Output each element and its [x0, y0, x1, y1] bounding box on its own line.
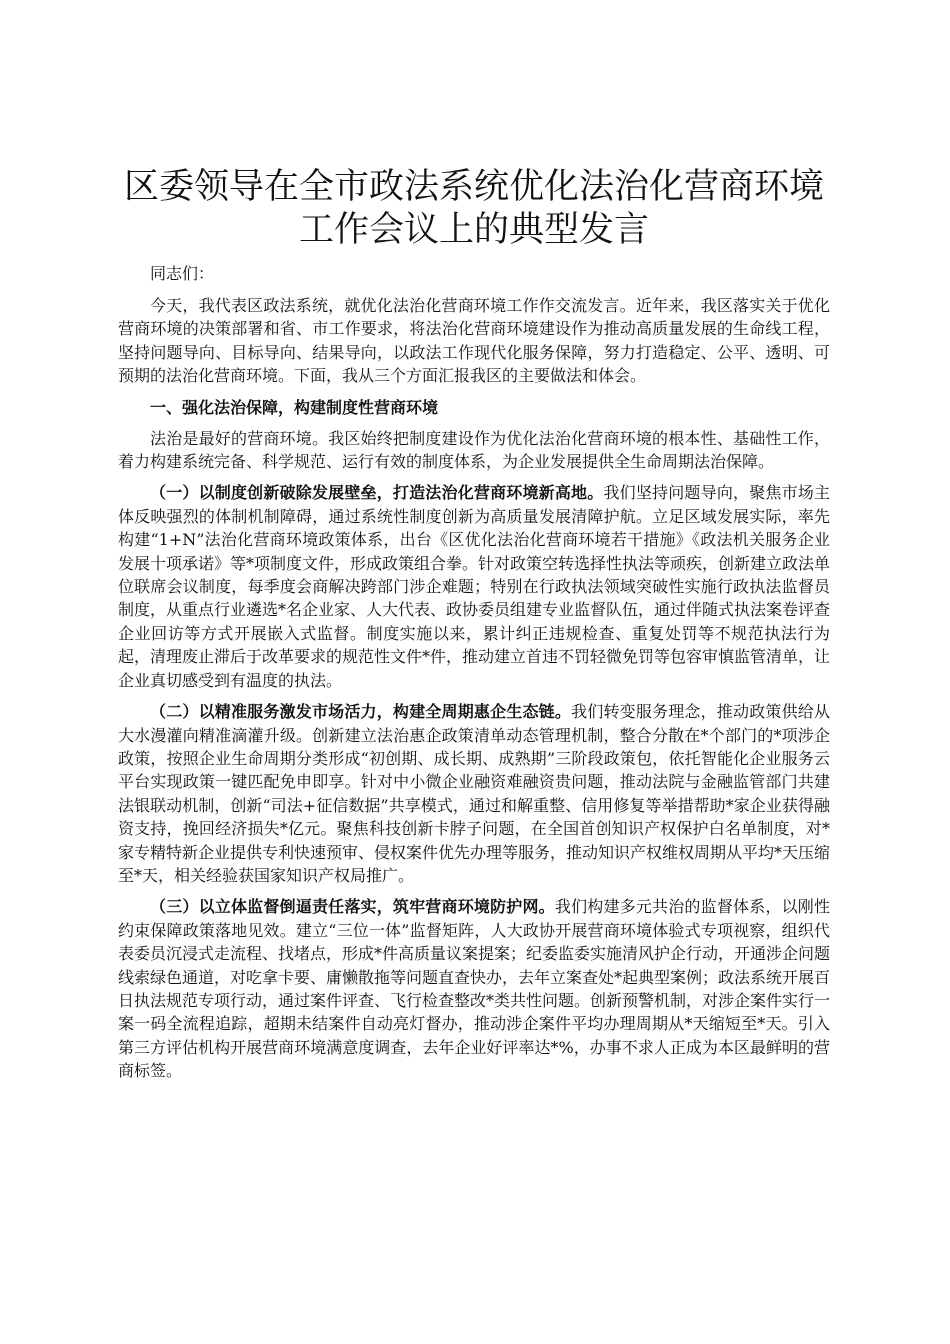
item-2-paragraph: [118, 700, 830, 887]
item-1-lead: （一）以制度创新破除发展壁垒，打造法治化营商环境新高地。: [150, 483, 604, 503]
item-3-lead: （三）以立体监督倒逼责任落实，筑牢营商环境防护网。: [150, 897, 555, 917]
item-1-text: 我们坚持问题导向，聚焦市场主体反映强烈的体制机制障碍，通过系统性制度创新为高质量发展清障护航。立足区域发展实际，率先构建“1+N”法治化营商环境政策体系，出台《区优化法治化营商环境若干措施》《政法机关服务企业发展十项承诺》等*项制度文件，形成政策组合拳。针对政策空转选择性执法等顽疾，创新建立政法单位联席会议制度，每季度会商解决跨部门涉企难题；特别在行政执法领域突破性实施行政执法监督员制度，从重点行业遴选*名企业家、人大代表、政协委员组建专业监督队伍，通过伴随式执法案卷评查企业回访等方式开展嵌入式监督。制度实施以来，累计纠正违规检查、重复处罚等不规范执法行为起，清理废止滞后于改革要求的规范性文件*件，推动建立首违不罚轻微免罚等包容审慎监管清单，让企业真切感受到有温度的执法。: [118, 483, 831, 690]
document-title: [118, 166, 830, 252]
document-page: [118, 166, 830, 1083]
title-line-2: 工作会议上的典型发言: [298, 210, 649, 250]
item-3-paragraph: [118, 895, 830, 1082]
title-line-1: 区委领导在全市政法系统优化法治化营商环境: [123, 167, 824, 207]
item-2-text: 我们转变服务理念，推动政策供给从大水漫灌向精准滴灌升级。创新建立法治惠企政策清单动态管理机制，整合分散在*个部门的*项涉企政策，按照企业生命周期分类形成“初创期、成长期、成熟期”三阶段政策包，依托智能化企业服务云平台实现政策一键匹配免申即享。针对中小微企业融资难融资贵问题，推动法院与金融监管部门共建法银联动机制，创新“司法+征信数据”共享模式，通过和解重整、信用修复等举措帮助*家企业获得融资支持，挽回经济损失*亿元。聚焦科技创新卡脖子问题，在全国首创知识产权保护白名单制度，对*家专精特新企业提供专利快速预审、侵权案件优先办理等服务，推动知识产权维权周期从平均*天压缩至*天，相关经验获国家知识产权局推广。: [118, 702, 831, 885]
item-3-text: 我们构建多元共治的监督体系，以刚性约束保障政策落地见效。建立“三位一体”监督矩阵，人大政协开展营商环境体验式专项视察，组织代表委员沉浸式走流程、找堵点，形成*件高质量议案提案；纪委监委实施清风护企行动，开通涉企问题线索绿色通道，对吃拿卡要、庸懒散拖等问题直查快办，去年立案查处*起典型案例；政法系统开展百日执法规范专项行动，通过案件评查、飞行检查整改*类共性问题。创新预警机制，对涉企案件实行一案一码全流程追踪，超期未结案件自动亮灯督办，推动涉企案件平均办理周期从*天缩短至*天。引入第三方评估机构开展营商环境满意度调查，去年企业好评率达*%，办事不求人正成为本区最鲜明的营商标签。: [118, 897, 831, 1081]
section-1-heading: 一、强化法治保障，构建制度性营商环境: [150, 397, 439, 417]
salutation: 同志们：: [150, 264, 215, 283]
item-2-lead: （二）以精准服务激发市场活力，构建全周期惠企生态链。: [150, 702, 572, 722]
section-1-intro: 法治是最好的营商环境。我区始终把制度建设作为优化法治化营商环境的根本性、基础性工作，着力构建系统完备、科学规范、运行有效的制度体系，为企业发展提供全生命周期法治保障。: [118, 428, 830, 472]
item-1-paragraph: [118, 481, 830, 692]
intro-paragraph: 今天，我代表区政法系统，就优化法治化营商环境工作作交流发言。近年来，我区落实关于优化营商环境的决策部署和省、市工作要求，将法治化营商环境建设作为推动高质量发展的生命线工程，坚持问题导向、目标导向、结果导向，以政法工作现代化服务保障，努力打造稳定、公平、透明、可预期的法治化营商环境。下面，我从三个方面汇报我区的主要做法和体会。: [118, 296, 830, 386]
